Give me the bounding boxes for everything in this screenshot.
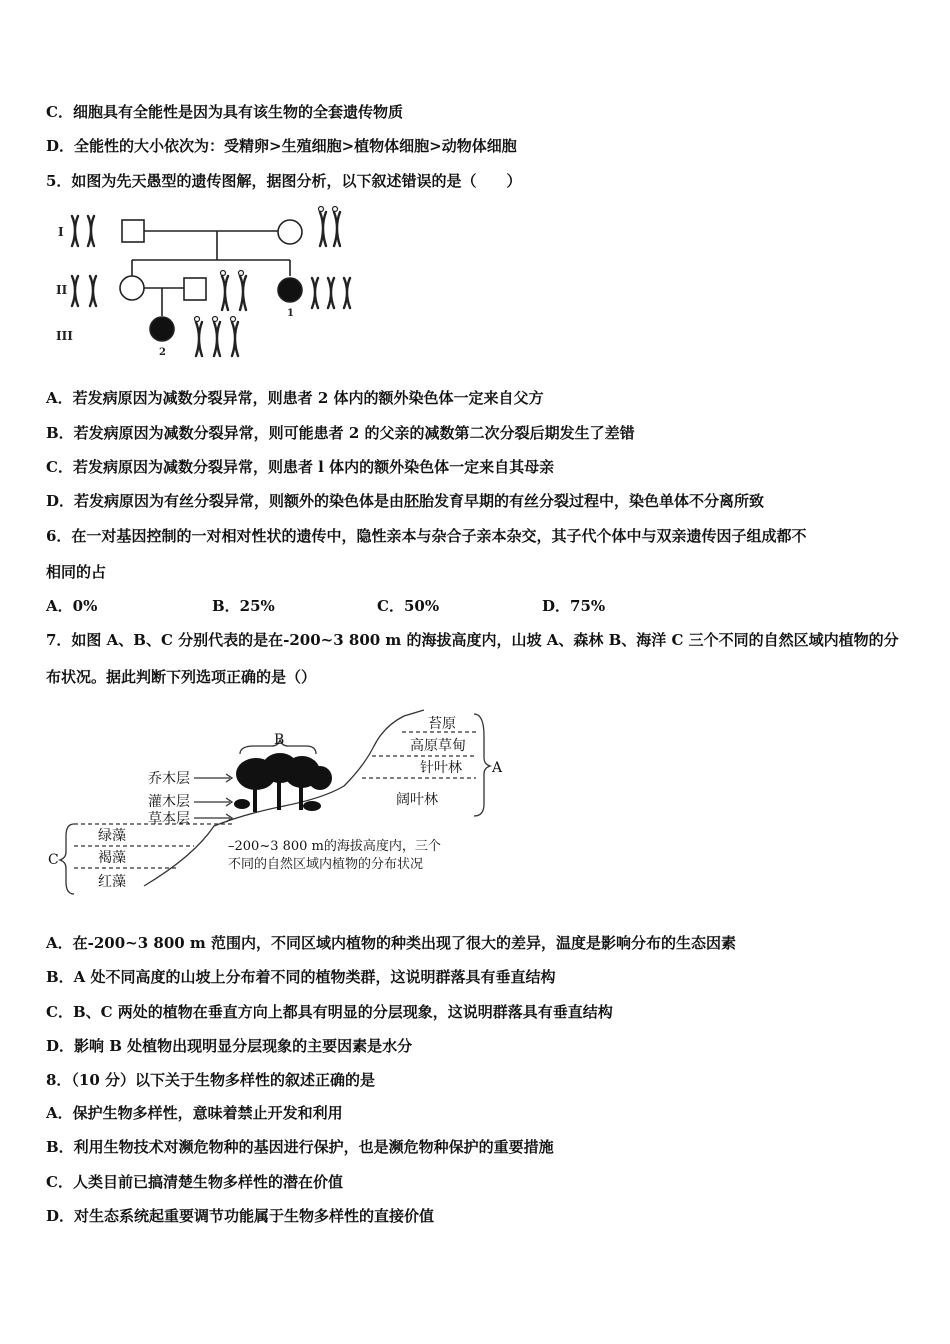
q5-option-b: B．若发病原因为减数分裂异常，则可能患者 2 的父亲的减数第二次分裂后期发生了差错 bbox=[46, 424, 635, 442]
gen2-label: II bbox=[56, 283, 68, 297]
figure-caption-line2: 不同的自然区域内植物的分布状况 bbox=[228, 857, 424, 872]
q7-stem-line1: 7．如图 A、B、C 分别代表的是在-200~3 800 m 的海拔高度内，山坡 A、森林 B、海洋 C 三个不同的自然区域内植物的分 bbox=[46, 631, 899, 649]
affected-1-label: 1 bbox=[287, 308, 294, 319]
gen1-male-square bbox=[122, 220, 144, 242]
q6-stem-line1: 6．在一对基因控制的一对相对性状的遗传中，隐性亲本与杂合子亲本杂交，其子代个体中与双亲遗传因子组成都不 bbox=[46, 527, 807, 545]
figure-caption-line1: –200~3 800 m的海拔高度内，三个 bbox=[228, 839, 441, 854]
gen2-female-circle bbox=[120, 276, 144, 300]
q6-stem-line2: 相同的占 bbox=[46, 563, 107, 581]
q6-option-a: A．0% bbox=[46, 597, 98, 615]
layer-tree: 乔木层 bbox=[148, 771, 190, 787]
vegetation-figure bbox=[44, 706, 514, 898]
algae-red: 红藻 bbox=[98, 874, 126, 890]
q4-option-d: D．全能性的大小依次为：受精卵>生殖细胞>植物体细胞>动物体细胞 bbox=[46, 137, 517, 155]
gen2-male-square bbox=[184, 278, 206, 300]
q7-stem-line2: 布状况。据此判断下列选项正确的是（） bbox=[46, 668, 317, 686]
label-b: B bbox=[274, 732, 285, 748]
gen1-label: I bbox=[58, 225, 64, 239]
q7-option-a: A．在-200~3 800 m 范围内，不同区域内植物的种类出现了很大的差异，温度是影响分布的生态因素 bbox=[46, 934, 737, 952]
q6-option-b: B．25% bbox=[212, 597, 275, 615]
q8-option-b: B．利用生物技术对濒危物种的基因进行保护，也是濒危物种保护的重要措施 bbox=[46, 1138, 554, 1156]
zone-tundra: 苔原 bbox=[428, 716, 456, 732]
q7-option-d: D．影响 B 处植物出现明显分层现象的主要因素是水分 bbox=[46, 1037, 413, 1055]
zone-conifer: 针叶林 bbox=[420, 760, 462, 776]
zone-meadow: 高原草甸 bbox=[410, 738, 466, 754]
q5-option-a: A．若发病原因为减数分裂异常，则患者 2 体内的额外染色体一定来自父方 bbox=[46, 389, 544, 407]
zone-broadleaf: 阔叶林 bbox=[396, 792, 438, 808]
q7-option-c: C．B、C 两处的植物在垂直方向上都具有明显的分层现象，这说明群落具有垂直结构 bbox=[46, 1003, 613, 1021]
q7-option-b: B．A 处不同高度的山坡上分布着不同的植物类群，这说明群落具有垂直结构 bbox=[46, 968, 556, 986]
pedigree-figure bbox=[50, 198, 390, 370]
q6-option-c: C．50% bbox=[377, 597, 440, 615]
q8-stem: 8．（10 分）以下关于生物多样性的叙述正确的是 bbox=[46, 1071, 376, 1089]
algae-green: 绿藻 bbox=[98, 828, 126, 844]
affected-2-label: 2 bbox=[159, 347, 166, 358]
layer-shrub: 灌木层 bbox=[148, 794, 190, 810]
q8-option-c: C．人类目前已搞清楚生物多样性的潜在价值 bbox=[46, 1173, 343, 1191]
q5-stem: 5．如图为先天愚型的遗传图解，据图分析，以下叙述错误的是（ ） bbox=[46, 172, 522, 190]
q8-option-d: D．对生态系统起重要调节功能属于生物多样性的直接价值 bbox=[46, 1207, 435, 1225]
layer-herb: 草本层 bbox=[148, 811, 190, 827]
q4-option-c: C．细胞具有全能性是因为具有该生物的全套遗传物质 bbox=[46, 103, 403, 121]
label-c: C bbox=[48, 852, 59, 868]
q6-option-d: D．75% bbox=[542, 597, 606, 615]
gen1-female-circle bbox=[278, 220, 302, 244]
gen3-affected-female-2 bbox=[150, 317, 174, 341]
gen3-label: III bbox=[56, 329, 73, 343]
q5-option-d: D．若发病原因为有丝分裂异常，则额外的染色体是由胚胎发育早期的有丝分裂过程中，染色单体不分离所致 bbox=[46, 492, 765, 510]
label-a: A bbox=[492, 760, 503, 776]
q8-option-a: A．保护生物多样性，意味着禁止开发和利用 bbox=[46, 1104, 343, 1122]
algae-brown: 褐藻 bbox=[98, 850, 126, 866]
gen2-affected-female-1 bbox=[278, 278, 302, 302]
q5-option-c: C．若发病原因为减数分裂异常，则患者 l 体内的额外染色体一定来自其母亲 bbox=[46, 458, 555, 476]
